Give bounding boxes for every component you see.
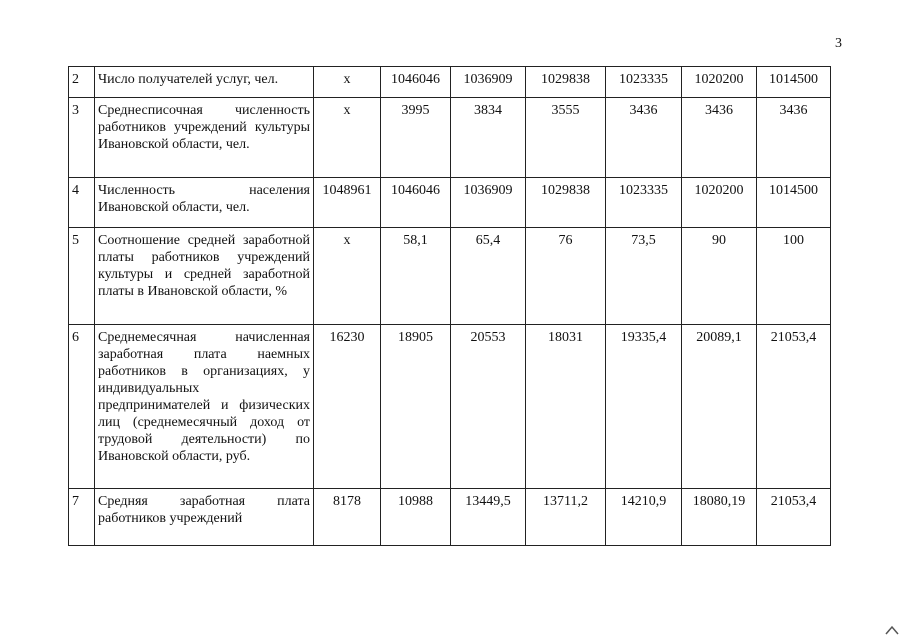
table-cell: 3555 bbox=[526, 98, 606, 178]
table-row bbox=[69, 67, 831, 98]
table-cell: 18031 bbox=[526, 325, 606, 489]
table-cell: 18080,19 bbox=[682, 489, 757, 546]
row-label: Средняя заработная плата работников учреждений bbox=[95, 489, 314, 546]
table-cell: 1046046 bbox=[381, 178, 451, 228]
table-cell: 20089,1 bbox=[682, 325, 757, 489]
table-cell: 21053,4 bbox=[757, 325, 831, 489]
table-cell: 13711,2 bbox=[526, 489, 606, 546]
table-cell: x bbox=[314, 67, 381, 98]
page-number: 3 bbox=[835, 36, 842, 51]
row-label: Среднемесячная начисленная заработная плата наемных работников в организациях, у индивидуальных предпринимателей и физических лиц (среднемесячный доход от трудовой деятельности) по Ивановской области, руб. bbox=[95, 325, 314, 489]
table-cell: 3995 bbox=[381, 98, 451, 178]
table-row bbox=[69, 178, 831, 228]
row-label: Среднесписочная численность работников учреждений культуры Ивановской области, чел. bbox=[95, 98, 314, 178]
table-cell: 73,5 bbox=[606, 228, 682, 325]
table-cell: 14210,9 bbox=[606, 489, 682, 546]
table-cell: 20553 bbox=[451, 325, 526, 489]
table-cell: 90 bbox=[682, 228, 757, 325]
table-row bbox=[69, 98, 831, 178]
row-number: 5 bbox=[69, 228, 95, 325]
table-cell: 19335,4 bbox=[606, 325, 682, 489]
table-row bbox=[69, 325, 831, 489]
table-cell: x bbox=[314, 98, 381, 178]
table-cell: 65,4 bbox=[451, 228, 526, 325]
table-cell: 3436 bbox=[757, 98, 831, 178]
table-cell: 1036909 bbox=[451, 178, 526, 228]
table-cell: 21053,4 bbox=[757, 489, 831, 546]
row-number: 7 bbox=[69, 489, 95, 546]
table-cell: 18905 bbox=[381, 325, 451, 489]
row-label: Число получателей услуг, чел. bbox=[95, 67, 314, 98]
table-cell: 1048961 bbox=[314, 178, 381, 228]
row-label: Численность населения Ивановской области, чел. bbox=[95, 178, 314, 228]
table-cell: 1029838 bbox=[526, 178, 606, 228]
scan-artifact-mark bbox=[884, 624, 900, 636]
table-cell: 8178 bbox=[314, 489, 381, 546]
table-cell: 1020200 bbox=[682, 178, 757, 228]
table-cell: 100 bbox=[757, 228, 831, 325]
table-cell: 3436 bbox=[606, 98, 682, 178]
table-cell: 1023335 bbox=[606, 67, 682, 98]
table-cell: 1020200 bbox=[682, 67, 757, 98]
table-cell: 1046046 bbox=[381, 67, 451, 98]
data-table bbox=[68, 66, 831, 546]
table-cell: 10988 bbox=[381, 489, 451, 546]
row-number: 4 bbox=[69, 178, 95, 228]
row-label: Соотношение средней заработной платы работников учреждений культуры и средней заработной платы в Ивановской области, % bbox=[95, 228, 314, 325]
table-cell: 1023335 bbox=[606, 178, 682, 228]
table-cell: x bbox=[314, 228, 381, 325]
table-cell: 76 bbox=[526, 228, 606, 325]
table-row bbox=[69, 228, 831, 325]
row-number: 6 bbox=[69, 325, 95, 489]
table-cell: 13449,5 bbox=[451, 489, 526, 546]
table-cell: 1014500 bbox=[757, 67, 831, 98]
table-cell: 58,1 bbox=[381, 228, 451, 325]
table-cell: 1029838 bbox=[526, 67, 606, 98]
row-number: 2 bbox=[69, 67, 95, 98]
table-cell: 3834 bbox=[451, 98, 526, 178]
table-cell: 1014500 bbox=[757, 178, 831, 228]
table-cell: 16230 bbox=[314, 325, 381, 489]
table-cell: 3436 bbox=[682, 98, 757, 178]
table-row bbox=[69, 489, 831, 546]
row-number: 3 bbox=[69, 98, 95, 178]
table-cell: 1036909 bbox=[451, 67, 526, 98]
